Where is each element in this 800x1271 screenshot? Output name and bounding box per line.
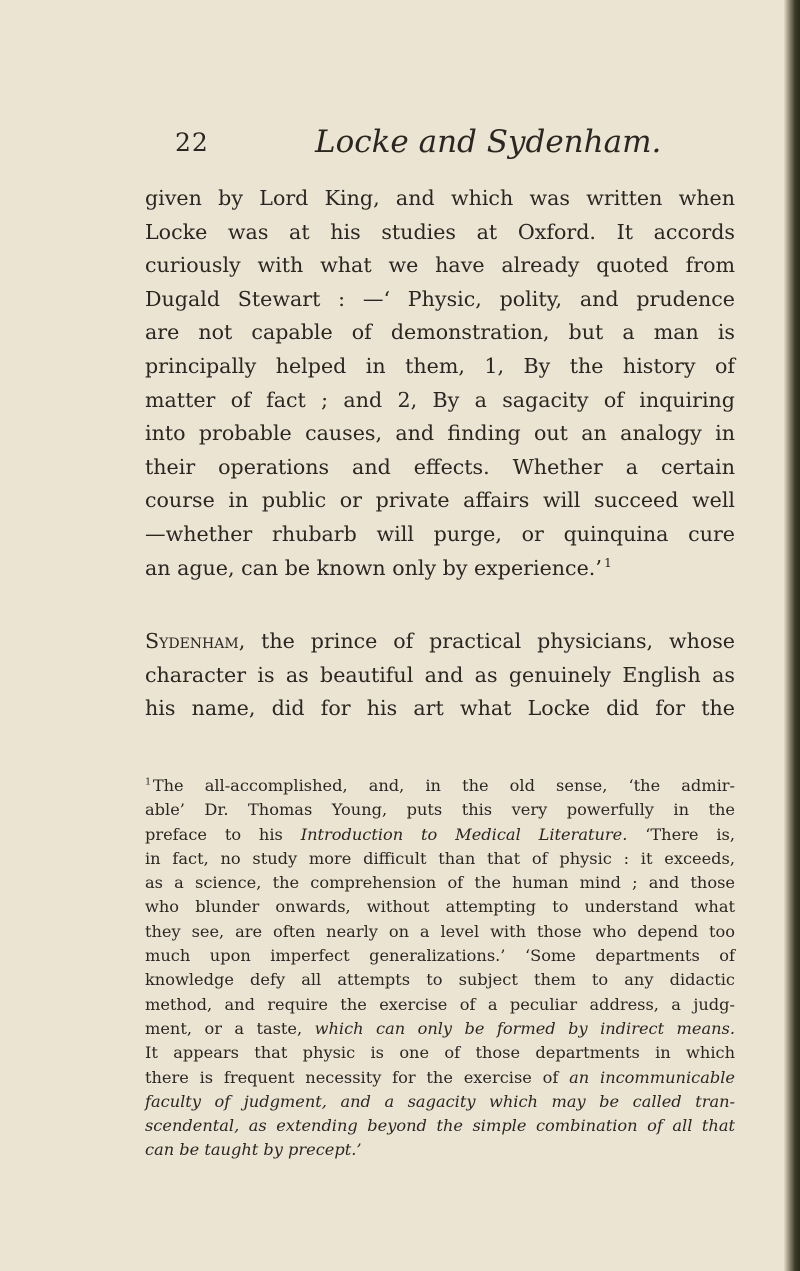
text-line: their operations and effects. Whether a certain — [145, 454, 735, 479]
footnote-line — [145, 1114, 735, 1138]
italic-run: which can only be formed by indirect means. — [314, 1018, 735, 1038]
footnote-line — [145, 774, 735, 798]
small-caps-name: Sydenham, — [145, 629, 246, 654]
footnote-line: who blunder onwards, without attempting to understand what — [145, 897, 735, 917]
text-run: ‘There is, — [627, 824, 735, 844]
text-run: ment, or a taste, — [145, 1018, 315, 1038]
running-title: Locke and Sydenham. — [315, 124, 662, 160]
text-line-content: The all-accomplished, and, in the old sense, ‘the admir- — [152, 776, 735, 795]
text-line: character is as beautiful and as genuinely English as — [145, 662, 735, 687]
italic-run: scendental, as extending beyond the simple combination of all that — [145, 1116, 735, 1136]
footnote-line: method, and require the exercise of a peculiar address, a judg- — [145, 994, 735, 1014]
footnote-line: as a science, the comprehension of the human mind ; and those — [145, 873, 735, 893]
text-line: curiously with what we have already quoted from — [145, 253, 735, 278]
text-line: Locke was at his studies at Oxford. It accords — [145, 219, 735, 244]
text-line: —whether rhubarb will purge, or quinquina cure — [145, 521, 735, 546]
text-line: into probable causes, and finding out an analogy in — [145, 421, 735, 446]
paragraph-2 — [145, 625, 735, 726]
text-run: preface to his — [145, 824, 301, 844]
book-title: Introduction to Medical Literature. — [300, 824, 628, 844]
text-line: his name, did for his art what Locke did for the — [145, 696, 735, 721]
footnote-line: able’ Dr. Thomas Young, puts this very powerfully in the — [145, 800, 735, 820]
text-line-content: an ague, can be known only by experience.’ — [145, 555, 602, 580]
footnote-reference: 1 — [603, 555, 612, 570]
footnote-line: It appears that physic is one of those departments in which — [145, 1043, 735, 1063]
footnote — [145, 774, 735, 1163]
footnote-line: much upon imperfect generalizations.’ ‘Some departments of — [145, 946, 735, 966]
page-header — [175, 124, 735, 168]
footnote-line — [145, 1066, 735, 1090]
footnote-line — [145, 1090, 735, 1114]
text-line: Dugald Stewart : —‘ Physic, polity, and prudence — [145, 286, 735, 311]
footnote-line: knowledge defy all attempts to subject them to any didactic — [145, 970, 735, 990]
text-line: are not capable of demonstration, but a man is — [145, 320, 735, 345]
page-edge-shadow — [784, 0, 800, 1271]
footnote-line — [145, 1138, 735, 1162]
footnote-line: they see, are often nearly on a level with those who depend too — [145, 921, 735, 941]
footnote-line — [145, 1017, 735, 1041]
text-line: course in public or private affairs will succeed well — [145, 488, 735, 513]
text-line: given by Lord King, and which was written when — [145, 186, 735, 210]
footnote-marker: 1 — [145, 776, 152, 788]
italic-run: can be taught by precept.’ — [145, 1140, 362, 1160]
text-line: principally helped in them, 1, By the history of — [145, 353, 735, 378]
footnote-line: in fact, no study more difficult than that of physic : it exceeds, — [145, 848, 735, 868]
text-run: there is frequent necessity for the exercise of — [145, 1067, 570, 1087]
page-number: 22 — [175, 128, 209, 157]
text-line-content: the prince of practical physicians, whose — [245, 629, 735, 654]
italic-run: an incommunicable — [569, 1067, 735, 1087]
italic-run: faculty of judgment, and a sagacity which may be called tran- — [145, 1091, 735, 1111]
footnote-line — [145, 823, 735, 847]
text-line — [145, 625, 735, 659]
text-line — [145, 552, 735, 586]
text-line: matter of fact ; and 2, By a sagacity of inquiring — [145, 387, 735, 412]
paragraph-1 — [145, 182, 735, 585]
body-text — [145, 182, 735, 726]
